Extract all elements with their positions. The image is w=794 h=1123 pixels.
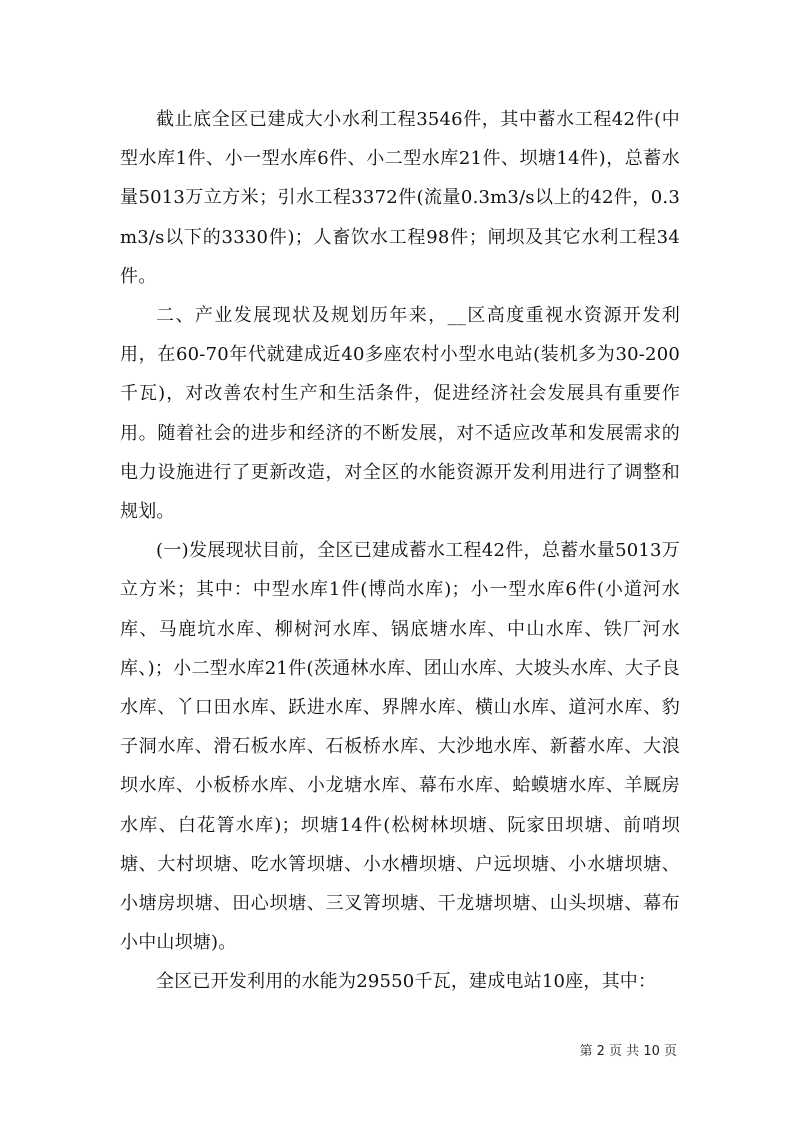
page-number: 第 2 页 共 10 页: [579, 1044, 677, 1059]
paragraph-hydropower: 全区已开发利用的水能为29550千瓦，建成电站10座，其中：: [156, 971, 657, 993]
document-body: [120, 100, 680, 1002]
paragraph-industry-status: 二、产业发展现状及规划历年来，__区高度重视水资源开发利用，在60-70年代就建成近40多座农村小型水电站(装机多为30-200千瓦)，对改善农村生产和生活条件，促进经济社会发展具有重要作用。随着社会的进步和经济的不断发展，对不适应改革和发展需求的电力设施进行了更新改造，对全区的水能资源开发利用进行了调整和规划。: [120, 305, 680, 523]
paragraph-current-development: (一)发展现状目前，全区已建成蓄水工程42件，总蓄水量5013万立方米；其中：中型水库1件(博尚水库)；小一型水库6件(小道河水库、马鹿坑水库、柳树河水库、锅底塘水库、中山水库、铁厂河水库、)；小二型水库21件(茨通林水库、团山水库、大坡头水库、大子良水库、丫口田水库、跃进水库、界牌水库、横山水库、道河水库、豹子洞水库、滑石板水库、石板桥水库、大沙地水库、新蓄水库、大浪坝水库、小板桥水库、小龙塘水库、幕布水库、蛤蟆塘水库、羊厩房水库、白花箐水库)；坝塘14件(松树林坝塘、阮家田坝塘、前哨坝塘、大村坝塘、吃水箐坝塘、小水槽坝塘、户远坝塘、小水塘坝塘、小塘房坝塘、田心坝塘、三叉箐坝塘、干龙塘坝塘、山头坝塘、幕布小中山坝塘)。: [120, 540, 680, 954]
paragraph-water-projects: 截止底全区已建成大小水利工程3546件，其中蓄水工程42件(中型水库1件、小一型水库6件、小二型水库21件、坝塘14件)，总蓄水量5013万立方米；引水工程3372件(流量0.3m3/s以上的42件，0.3m3/s以下的3330件)；人畜饮水工程98件；闸坝及其它水利工程34件。: [120, 109, 680, 287]
